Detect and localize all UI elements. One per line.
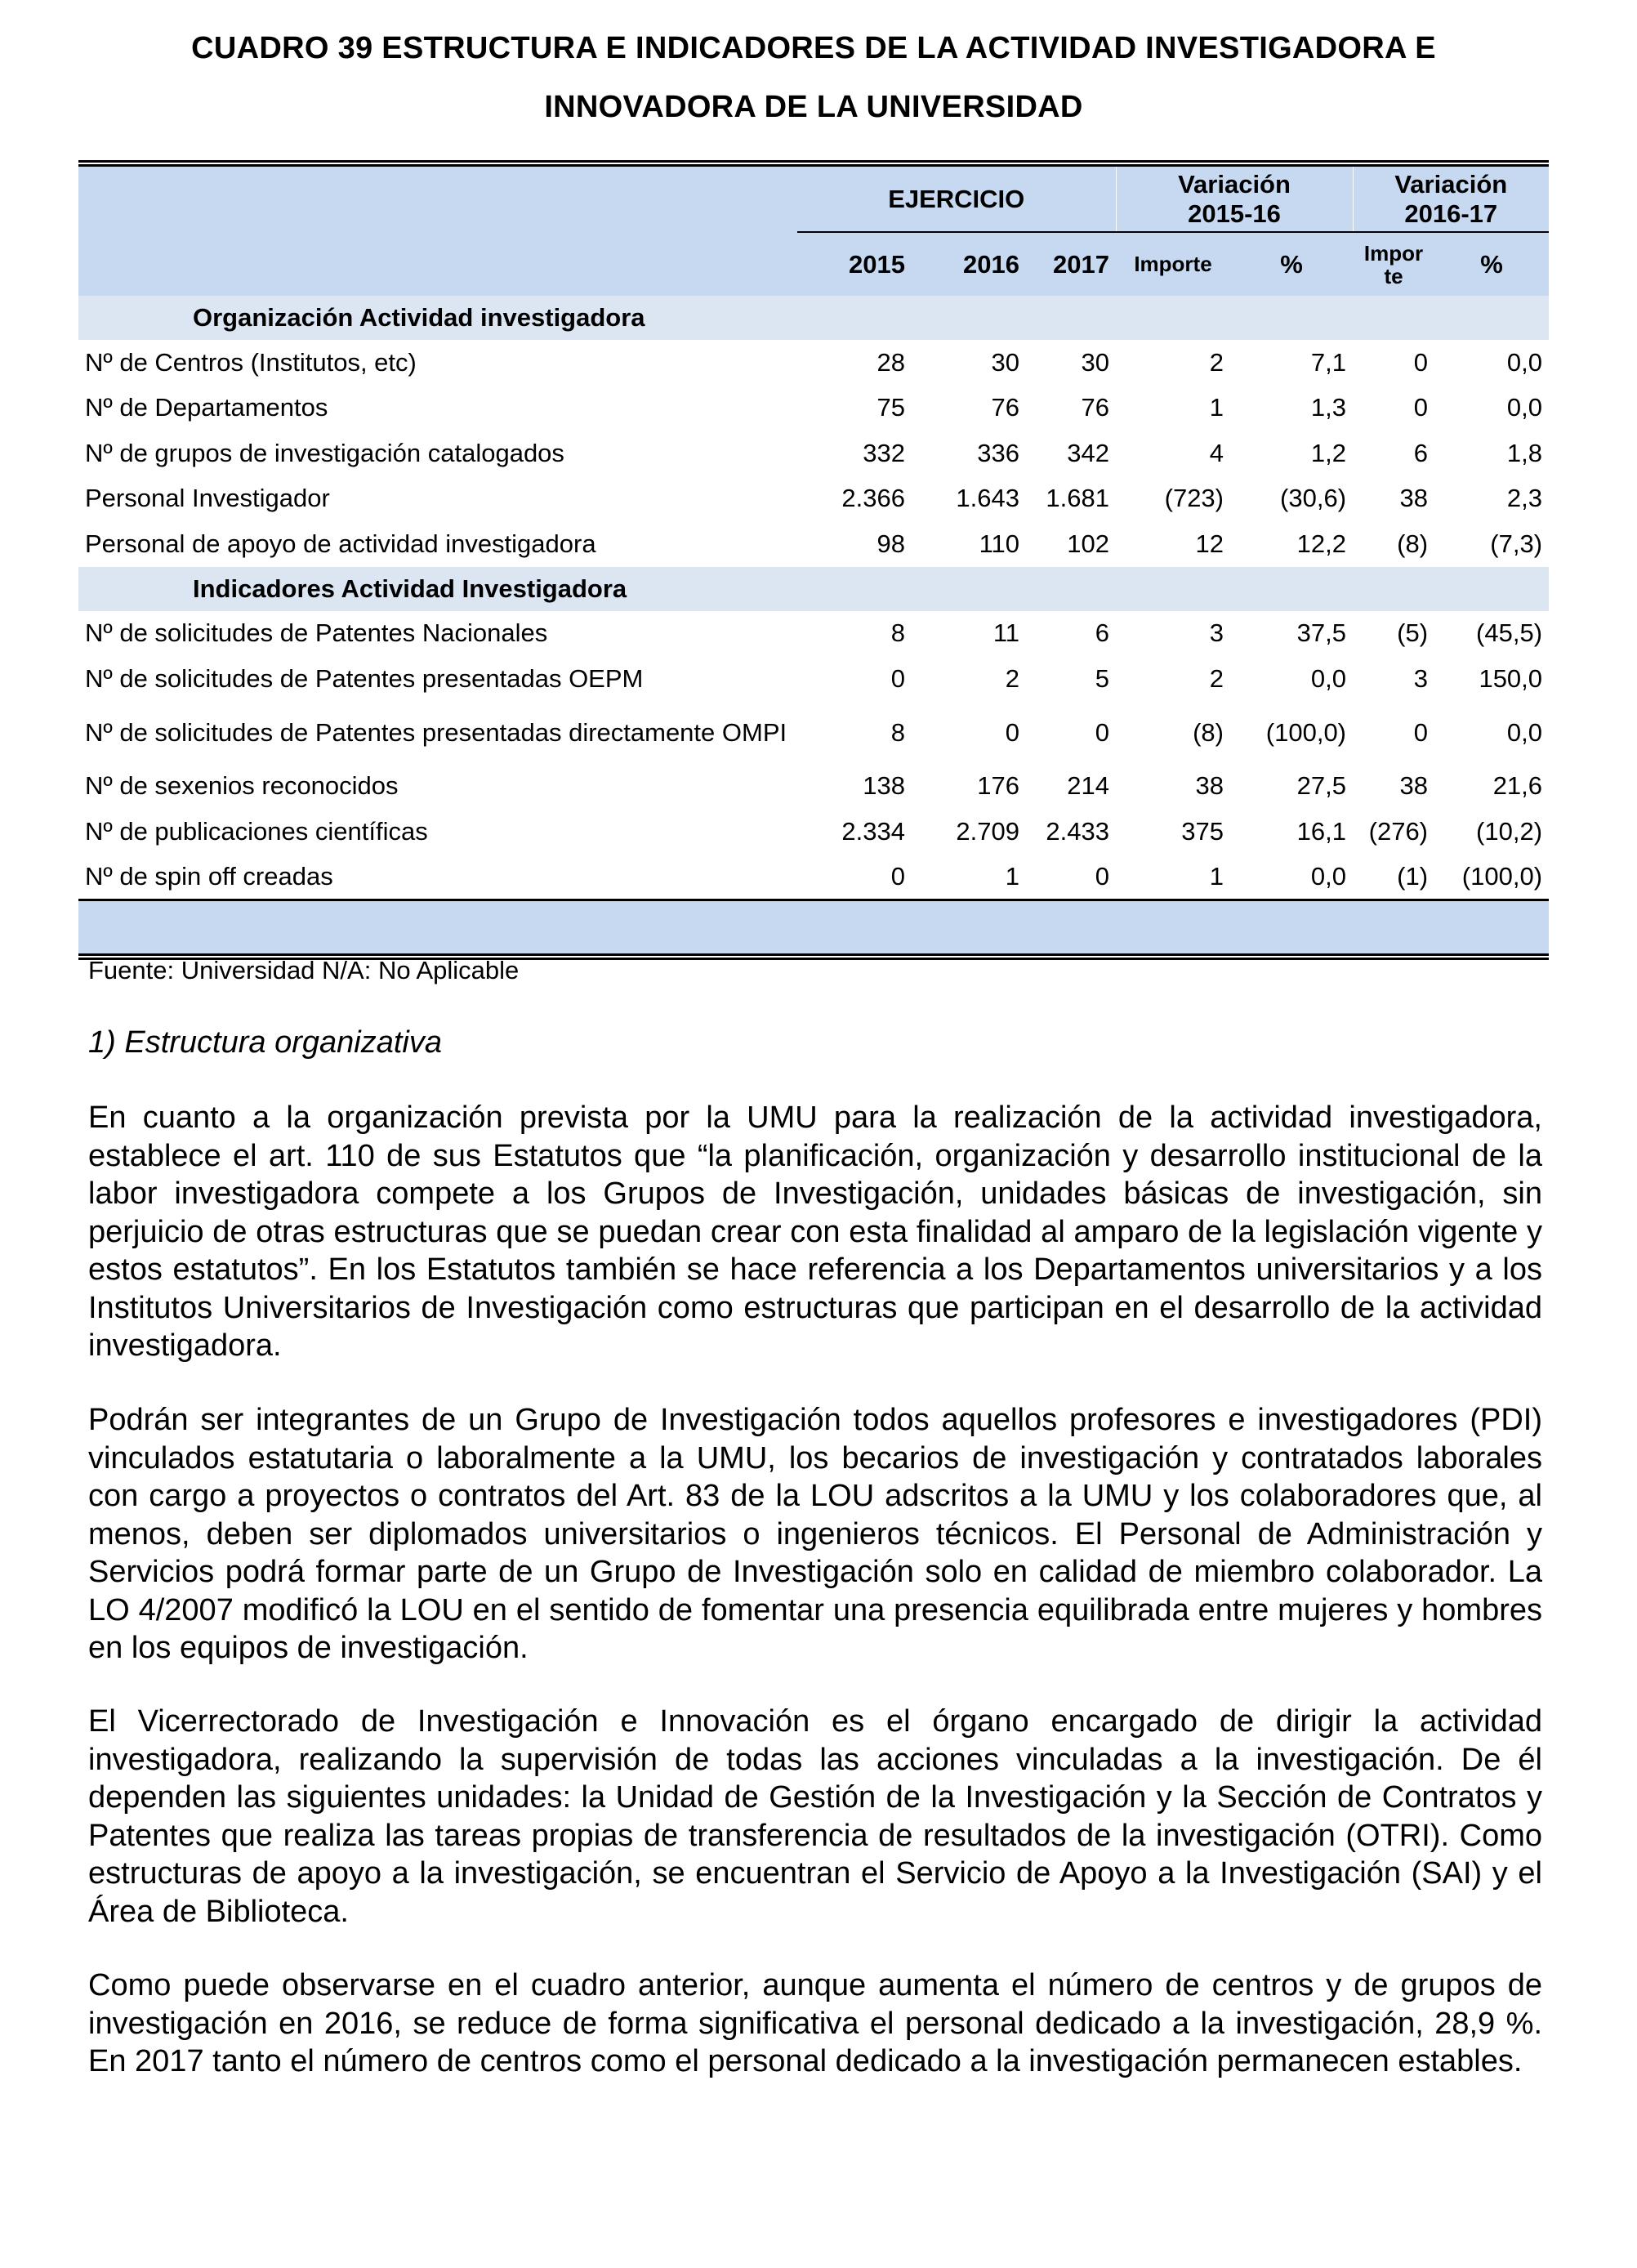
row-value: 0: [890, 861, 905, 891]
row-label: Nº de grupos de investigación catalogados: [85, 438, 564, 467]
row-value: (100,0): [1461, 861, 1543, 891]
row-value: 75: [876, 393, 905, 422]
row-value: 0,0: [1310, 861, 1347, 891]
table-row: [78, 386, 1549, 431]
row-value: 30: [1081, 347, 1109, 377]
row-value: 38: [1195, 771, 1224, 801]
table-row: [78, 611, 1549, 657]
header-blank-cell: [78, 167, 797, 296]
row-value: 11: [992, 618, 1019, 648]
row-label: Personal de apoyo de actividad investigadora: [85, 529, 596, 558]
row-value: 8: [890, 717, 905, 747]
row-value: 0,0: [1506, 717, 1543, 747]
row-label: Nº de solicitudes de Patentes presentadas OEPM: [85, 663, 644, 693]
row-value: 1.643: [956, 484, 1019, 513]
table-footer-band: [78, 900, 1549, 953]
row-value: 2.334: [841, 816, 905, 846]
row-value: 27,5: [1296, 771, 1347, 801]
row-value: 332: [863, 438, 905, 467]
table-source-note: Fuente: Universidad N/A: No Aplicable: [88, 956, 520, 984]
row-value: 16,1: [1296, 816, 1347, 846]
row-value: (45,5): [1476, 618, 1543, 648]
section-header-indicadores: Indicadores Actividad Investigadora: [78, 567, 1549, 611]
row-label: Nº de publicaciones científicas: [85, 816, 428, 846]
table-row: [78, 855, 1549, 900]
row-label: Nº de Centros (Institutos, etc): [85, 347, 417, 377]
header-col-2016: 2016: [912, 232, 1026, 296]
row-value: 102: [1067, 529, 1109, 558]
row-value: 8: [890, 618, 905, 648]
row-value: (100,0): [1265, 717, 1347, 747]
row-value: 0,0: [1506, 347, 1543, 377]
row-value: 1.681: [1046, 484, 1109, 513]
row-label: Nº de sexenios reconocidos: [85, 771, 399, 801]
row-value: 0: [1413, 717, 1429, 747]
header-col-importe-2: Impor te: [1353, 232, 1434, 296]
row-label: Nº de Departamentos: [85, 393, 328, 422]
row-value: 0,0: [1310, 663, 1347, 693]
row-value: (7,3): [1490, 529, 1543, 558]
row-label: Nº de solicitudes de Patentes Nacionales: [85, 618, 548, 648]
row-value: 2.366: [841, 484, 905, 513]
header-variacion-2015-16: Variación 2015-16: [1116, 167, 1353, 232]
row-value: (10,2): [1476, 816, 1543, 846]
row-label: Personal Investigador: [85, 484, 330, 513]
table-title-line-1: CUADRO 39 ESTRUCTURA E INDICADORES DE LA ACTIVIDAD INVESTIGADORA E: [191, 31, 1436, 65]
row-value: 38: [1399, 771, 1429, 801]
header-row-1: [78, 167, 1549, 232]
row-value: 214: [1067, 771, 1109, 801]
header-col-2017: 2017: [1026, 232, 1116, 296]
row-value: 176: [977, 771, 1019, 801]
header-col-pct-2: %: [1434, 232, 1549, 296]
paragraph-1: En cuanto a la organización prevista por la UMU para la realización de la actividad investigadora, establece el art. 110 de sus Estatutos que “la planificación, organización y desarrollo institucional de la labor investigadora compete a los Grupos de Investigación, unidades básicas de investigación, sin perjuicio de otras estructuras que se puedan crear con esta finalidad al amparo de la legislación vigente y estos estatutos”. En los Estatutos también se hace referencia a los Departamentos universitarios y a los Institutos Universitarios de Investigación como estructuras que participan en el desarrollo de la actividad investigadora.: [88, 1101, 1542, 1363]
section-heading: 1) Estructura organizativa: [88, 1025, 442, 1060]
table-row: [78, 476, 1549, 522]
row-value: 1: [1005, 861, 1019, 891]
row-value: 138: [863, 771, 905, 801]
section-indicadores-rows: [78, 611, 1549, 900]
row-value: 0: [1005, 717, 1019, 747]
header-ejercicio: EJERCICIO: [797, 167, 1116, 232]
row-value: (723): [1164, 484, 1224, 513]
row-value: 375: [1181, 816, 1224, 846]
row-value: 76: [991, 393, 1019, 422]
row-value: 0: [890, 663, 905, 693]
table-row: [78, 764, 1549, 810]
row-value: 2,3: [1506, 484, 1543, 513]
row-value: 1,8: [1506, 438, 1543, 467]
paragraph-2: Podrán ser integrantes de un Grupo de Investigación todos aquellos profesores e investigadores (PDI) vinculados estatutaria o laboralmente a la UMU, los becarios de investigación y contratados laborales con cargo a proyectos o contratos del Art. 83 de la LOU adscritos a la UMU y los colaboradores que, al menos, deben ser diplomados universitarios o ingenieros técnicos. El Personal de Administración y Servicios podrá formar parte de un Grupo de Investigación solo en calidad de miembro colaborador. La LO 4/2007 modificó la LOU en el sentido de fomentar una presencia equilibrada entre mujeres y hombres en los equipos de investigación.: [88, 1403, 1542, 1665]
row-value: (1): [1397, 861, 1429, 891]
row-value: 6: [1413, 438, 1429, 467]
row-value: 1: [1209, 393, 1224, 422]
row-value: 336: [977, 438, 1019, 467]
row-value: (5): [1397, 618, 1429, 648]
row-value: 2: [1005, 663, 1019, 693]
row-value: 110: [979, 529, 1019, 558]
row-value: 5: [1095, 663, 1109, 693]
row-value: 0: [1413, 393, 1429, 422]
row-value: 37,5: [1296, 618, 1347, 648]
table-top-rule: [78, 160, 1549, 167]
row-value: 98: [876, 529, 905, 558]
row-value: 3: [1209, 618, 1224, 648]
row-value: 12,2: [1296, 529, 1347, 558]
row-value: 28: [876, 347, 905, 377]
data-table: [78, 167, 1549, 953]
row-value: 1,3: [1310, 393, 1347, 422]
row-value: 3: [1413, 663, 1429, 693]
row-value: 1,2: [1310, 438, 1347, 467]
table-row: [78, 431, 1549, 476]
data-table-container: [78, 160, 1549, 960]
header-col-importe-1: Importe: [1116, 232, 1230, 296]
row-value: 12: [1195, 529, 1224, 558]
row-value: 2.709: [956, 816, 1019, 846]
row-value: 0: [1095, 861, 1109, 891]
section-header-organizacion: Organización Actividad investigadora: [78, 296, 1549, 340]
header-variacion-2016-17: Variación 2016-17: [1353, 167, 1549, 232]
row-value: 76: [1081, 393, 1109, 422]
row-value: 30: [991, 347, 1019, 377]
header-col-pct-1: %: [1230, 232, 1353, 296]
header-col-2015: 2015: [797, 232, 912, 296]
table-row: [78, 809, 1549, 855]
row-value: 21,6: [1492, 771, 1543, 801]
table-row: [78, 340, 1549, 386]
table-title-line-2: INNOVADORA DE LA UNIVERSIDAD: [544, 90, 1083, 124]
table-row: [78, 656, 1549, 702]
row-value: 2.433: [1046, 816, 1109, 846]
row-value: 342: [1067, 438, 1109, 467]
paragraph-4: Como puede observarse en el cuadro anterior, aunque aumenta el número de centros y de grupos de investigación en 2016, se reduce de forma significativa el personal dedicado a la investigación, 28,9 %. En 2017 tanto el número de centros como el personal dedicado a la investigación permanecen estables.: [88, 1968, 1542, 2078]
row-value: 0: [1095, 717, 1109, 747]
row-value: 7,1: [1310, 347, 1347, 377]
row-value: 38: [1399, 484, 1429, 513]
row-label: Nº de solicitudes de Patentes presentadas directamente OMPI: [85, 717, 787, 747]
row-value: 150,0: [1479, 663, 1543, 693]
row-value: (8): [1193, 717, 1224, 747]
row-label: Nº de spin off creadas: [85, 861, 333, 891]
row-value: (8): [1397, 529, 1429, 558]
row-value: 0: [1413, 347, 1429, 377]
table-row: [78, 521, 1549, 567]
paragraph-3: El Vicerrectorado de Investigación e Innovación es el órgano encargado de dirigir la actividad investigadora, realizando la supervisión de todas las acciones vinculadas a la investigación. De él dependen las siguientes unidades: la Unidad de Gestión de la Investigación y la Sección de Contratos y Patentes que realiza las tareas propias de transferencia de resultados de la investigación (OTRI). Como estructuras de apoyo a la investigación, se encuentran el Servicio de Apoyo a la Investigación (SAI) y el Área de Biblioteca.: [88, 1704, 1542, 1929]
row-value: (276): [1368, 816, 1429, 846]
row-value: 0,0: [1506, 393, 1543, 422]
row-value: 2: [1209, 663, 1224, 693]
row-value: 2: [1209, 347, 1224, 377]
table-row: [78, 702, 1549, 764]
section-organizacion-rows: [78, 340, 1549, 567]
row-value: 6: [1095, 618, 1109, 648]
row-value: 4: [1209, 438, 1224, 467]
row-value: 1: [1209, 861, 1224, 891]
row-value: (30,6): [1280, 484, 1347, 513]
